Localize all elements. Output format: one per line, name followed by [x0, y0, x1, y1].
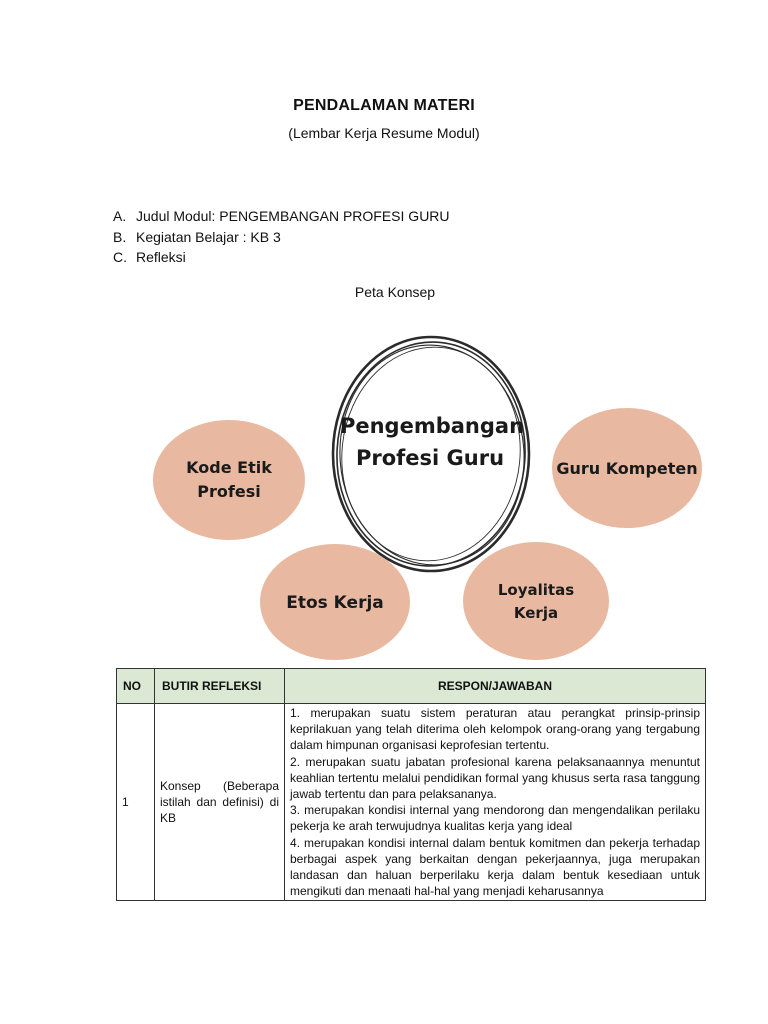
list-marker: A.: [113, 208, 127, 224]
info-item-text: Judul Modul: PENGEMBANGAN PROFESI GURU: [136, 208, 450, 224]
info-item-judul-modul: [113, 206, 450, 227]
table-row: [117, 704, 706, 901]
info-item-kegiatan-belajar: [113, 227, 450, 248]
list-marker: B.: [113, 228, 127, 245]
node-kode-etik-profesi: [153, 420, 305, 540]
center-label-line1: Pengembangan: [339, 414, 525, 438]
info-item-refleksi: [113, 247, 450, 268]
cell-respon-jawaban: [285, 704, 706, 901]
node-loyalitas-label-line1: Loyalitas: [497, 581, 575, 599]
cell-no: 1: [117, 704, 155, 901]
column-header-no: NO: [117, 669, 155, 704]
reflection-table: [116, 668, 706, 901]
node-kode-etik-label-line1: Kode Etik: [186, 458, 272, 477]
node-loyalitas-kerja: [463, 542, 609, 660]
node-etos-kerja-label: Etos Kerja: [286, 593, 384, 613]
node-kode-etik-label-line2: Profesi: [197, 482, 261, 501]
module-info-list: [113, 206, 450, 268]
concept-map: [0, 320, 768, 660]
column-header-respon-jawaban: RESPON/JAWABAN: [285, 669, 706, 704]
page-title: PENDALAMAN MATERI: [293, 97, 475, 114]
list-marker: C.: [113, 249, 127, 265]
page-subtitle: (Lembar Kerja Resume Modul): [288, 125, 480, 141]
cell-butir-refleksi: Konsep (Beberapa istilah dan definisi) di KB: [155, 704, 285, 901]
table-header-row: [117, 669, 706, 704]
response-item: 2. merupakan suatu jabatan profesional karena pelaksanaannya menuntut keahlian tertentu melalui pendidikan formal yang khusus serta rasa tanggung jawab tertentu dan para pelaksananya.: [290, 754, 700, 802]
center-label-line2: Profesi Guru: [355, 446, 505, 470]
response-item: 4. merupakan kondisi internal dalam bentuk komitmen dan pekerja terhadap berbagai aspek yang berkaitan dengan pekerjaannya, juga merupakan landasan dan haluan berperilaku kerja dalam bentuk kesediaan untuk mengikuti dan menaati hal-hal yang menjadi keharusannya: [290, 835, 700, 899]
response-item: 1. merupakan suatu sistem peraturan atau perangkat prinsip-prinsip keprilakuan yang telah diterima oleh kelompok orang-orang yang tergabung dalam himpunan organisasi keprofesian tertentu.: [290, 706, 700, 753]
response-item: 3. merupakan kondisi internal yang mendorong dan mengendalikan perilaku pekerja ke arah terwujudnya kualitas kerja yang ideal: [290, 803, 700, 834]
info-item-text: Refleksi: [136, 249, 186, 265]
node-loyalitas-label-line2: Kerja: [513, 604, 559, 622]
info-item-text: Kegiatan Belajar : KB 3: [136, 228, 281, 245]
concept-map-heading: Peta Konsep: [354, 284, 436, 300]
column-header-butir-refleksi: BUTIR REFLEKSI: [155, 669, 285, 704]
node-guru-kompeten-label: Guru Kompeten: [556, 459, 698, 478]
